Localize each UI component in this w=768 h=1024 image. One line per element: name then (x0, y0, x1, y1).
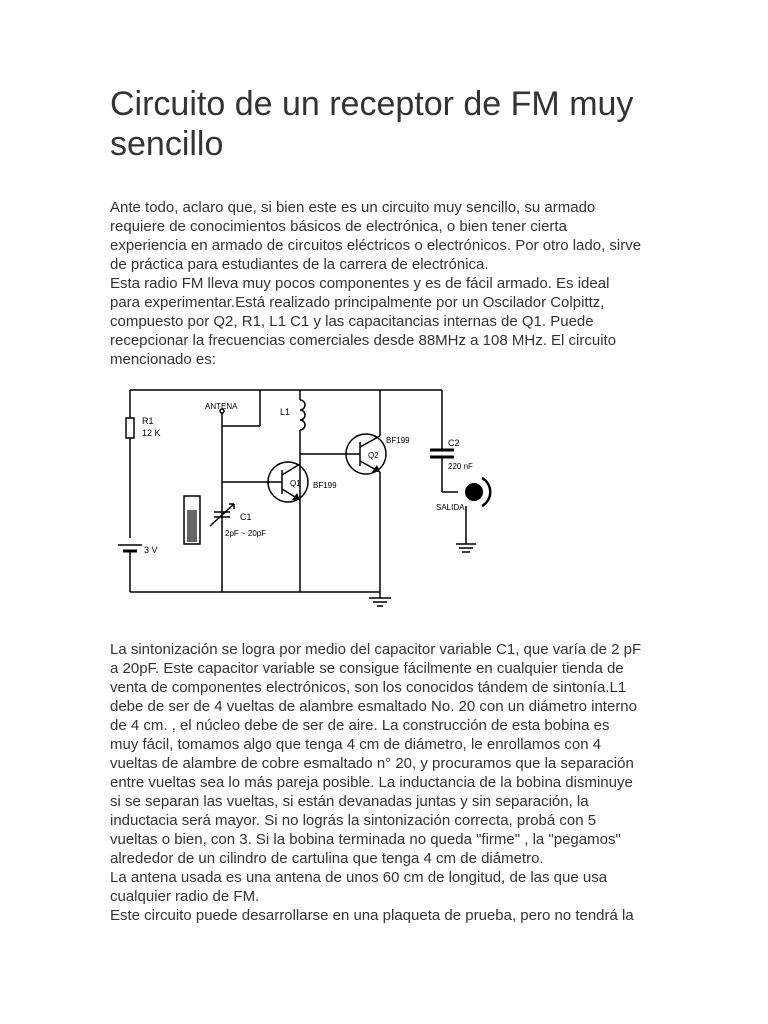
text-line: compuesto por Q2, R1, L1 C1 y las capacitancias internas de Q1. Puede (110, 313, 594, 330)
r1-value: 12 K (142, 428, 161, 438)
text-line: La sintonización se logra por medio del capacitor variable C1, que varía de 2 pF (110, 641, 642, 658)
text-line: experiencia en armado de circuitos eléctricos o electrónicos. Por otro lado, sirve (110, 237, 642, 254)
text-line: venta de componentes electrónicos, son los conocidos tándem de sintonía.L1 (110, 679, 627, 696)
coil-l1 (300, 400, 305, 430)
antenna-label: ANTENA (205, 402, 238, 411)
q2-model: BF199 (386, 436, 410, 445)
q1-model: BF199 (313, 481, 337, 490)
text-line: cualquier radio de FM. (110, 888, 260, 905)
text-line: Esta radio FM lleva muy pocos componentes y es de fácil armado. Es ideal (110, 275, 610, 292)
text-line: Este circuito puede desarrollarse en una plaqueta de prueba, pero no tendrá la (110, 907, 634, 924)
q2-label: Q2 (368, 451, 379, 460)
text-line: muy fácil, tomamos algo que tenga 4 cm de diámetro, le enrollamos con 4 (110, 736, 602, 753)
r1-label: R1 (142, 416, 154, 426)
c1-value: 2pF ~ 20pF (225, 529, 267, 538)
c1-label: C1 (240, 512, 252, 522)
output-jack (482, 478, 490, 506)
body-paragraph (110, 640, 662, 925)
fm-receiver-schematic (110, 384, 510, 614)
text-line: debe de ser de 4 vueltas de alambre esmaltado No. 20 con un diámetro interno (110, 698, 637, 715)
text-line: recepcionar la frecuencias comerciales desde 88MHz a 108 MHz. El circuito (110, 332, 617, 349)
text-line: inductacia será mayor. Si no lográs la sintonización correcta, probá con 5 (110, 812, 597, 829)
page-title (110, 84, 662, 164)
text-line: requiere de conocimientos básicos de electrónica, o bien tener cierta (110, 218, 567, 235)
text-line: entre vueltas sea lo más pareja posible. La inductancia de la bobina disminuye (110, 774, 633, 791)
text-line: a 20pF. Este capacitor variable se consigue fácilmente en cualquier tienda de (110, 660, 624, 677)
text-line: si se separan las vueltas, si están devanadas juntas y sin separación, la (110, 793, 589, 810)
text-line: para experimentar.Está realizado principalmente por un Oscilador Colpittz, (110, 294, 605, 311)
output-label: SALIDA (436, 503, 465, 512)
title-line: sencillo (110, 125, 224, 163)
intro-paragraph (110, 198, 662, 369)
text-line: Ante todo, aclaro que, si bien este es un circuito muy sencillo, su armado (110, 199, 596, 216)
text-line: vueltas o bien, con 3. Si la bobina terminada no queda "firme" , la "pegamos" (110, 831, 621, 848)
text-line: alrededor de un cilindro de cartulina que tenga 4 cm de diámetro. (110, 850, 544, 867)
text-line: La antena usada es una antena de unos 60 cm de longitud, de las que usa (110, 869, 608, 886)
text-line: de 4 cm. , el núcleo debe de ser de aire. La construcción de esta bobina es (110, 717, 610, 734)
c2-value: 220 nF (448, 462, 473, 471)
text-line: vueltas de alambre de cobre esmaltado n° 20, y procuramos que la separación (110, 755, 634, 772)
title-line: Circuito de un receptor de FM muy (110, 85, 634, 123)
text-line: de práctica para estudiantes de la carrera de electrónica. (110, 256, 489, 273)
q1-label: Q1 (290, 479, 301, 488)
resistor-r1 (126, 418, 134, 438)
battery-label: 3 V (144, 545, 158, 555)
l1-label: L1 (280, 407, 291, 417)
output-jack-plug (465, 483, 483, 501)
c2-label: C2 (448, 438, 460, 448)
text-line: mencionado es: (110, 351, 216, 368)
